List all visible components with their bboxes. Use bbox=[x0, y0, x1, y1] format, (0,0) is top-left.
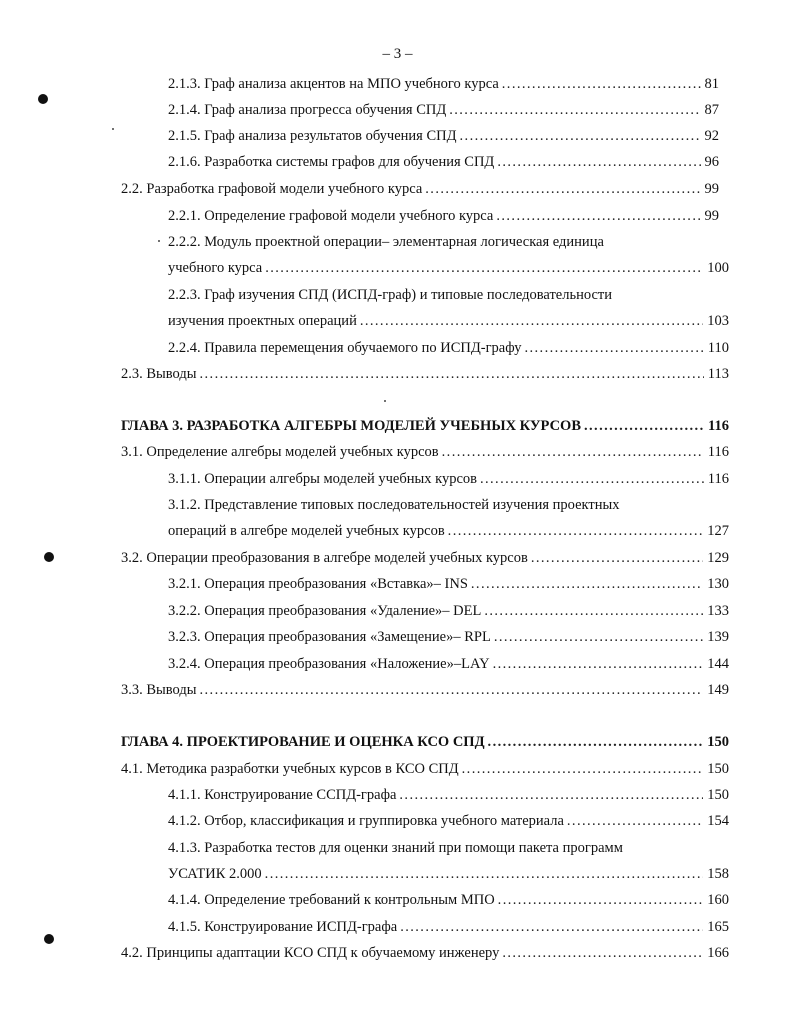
toc-entry-title: 3.1. Определение алгебры моделей учебных курсов bbox=[121, 444, 439, 460]
toc-entry-page: 99 bbox=[704, 181, 719, 197]
toc-entry-page: 130 bbox=[707, 576, 729, 592]
toc-entry-title: УСАТИК 2.000 bbox=[168, 866, 262, 882]
toc-entry-first-line: 4.1.3. Разработка тестов для оценки знаний при помощи пакета программ bbox=[168, 840, 623, 856]
toc-entry-page: 160 bbox=[707, 892, 729, 908]
toc-entry[interactable] bbox=[121, 442, 729, 462]
toc-entry-page: 133 bbox=[707, 603, 729, 619]
toc-entry-title: 3.2.3. Операция преобразования «Замещение»– RPL bbox=[168, 629, 491, 645]
toc-entry-page: 92 bbox=[704, 128, 719, 144]
toc-entry-title: 4.1.5. Конструирование ИСПД-графа bbox=[168, 919, 398, 935]
toc-entry-page: 150 bbox=[707, 734, 729, 750]
toc-entry[interactable] bbox=[168, 258, 729, 278]
toc-entry[interactable] bbox=[168, 890, 729, 910]
toc-entry-title: 4.1.2. Отбор, классификация и группировка учебного материала bbox=[168, 813, 564, 829]
toc-entry-title: 3.1.1. Операции алгебры моделей учебных курсов bbox=[168, 471, 477, 487]
toc-entry-page: 87 bbox=[704, 102, 719, 118]
scan-speck bbox=[384, 400, 386, 402]
toc-entry-page: 144 bbox=[707, 656, 729, 672]
toc-entry[interactable] bbox=[121, 680, 729, 700]
toc-entry-page: 116 bbox=[707, 471, 729, 487]
toc-entry-title: операций в алгебре моделей учебных курсов bbox=[168, 523, 445, 539]
toc-entry-title: 4.1.1. Конструирование ССПД-графа bbox=[168, 787, 397, 803]
toc-entry-page: 100 bbox=[707, 260, 729, 276]
toc-chapter-title: ГЛАВА 4. ПРОЕКТИРОВАНИЕ И ОЦЕНКА КСО СПД bbox=[121, 734, 485, 750]
toc-entry[interactable] bbox=[121, 364, 729, 384]
toc-entry[interactable] bbox=[121, 759, 729, 779]
toc-entry-page: 81 bbox=[704, 76, 719, 92]
toc-entry-title: 2.1.5. Граф анализа результатов обучения СПД bbox=[168, 128, 457, 144]
toc-entry-title: 2.1.4. Граф анализа прогресса обучения СПД bbox=[168, 102, 447, 118]
toc-entry-page: 103 bbox=[707, 313, 729, 329]
toc-entry-title: 2.2. Разработка графовой модели учебного курса bbox=[121, 181, 423, 197]
toc-entry-page: 165 bbox=[707, 919, 729, 935]
toc-entry[interactable] bbox=[168, 521, 729, 541]
toc-entry-page: 113 bbox=[707, 366, 729, 382]
toc-entry-title: 2.1.3. Граф анализа акцентов на МПО учебного курса bbox=[168, 76, 499, 92]
toc-entry-page: 127 bbox=[707, 523, 729, 539]
toc-entry-title: изучения проектных операций bbox=[168, 313, 357, 329]
toc-entry-title: 3.2. Операции преобразования в алгебре моделей учебных курсов bbox=[121, 550, 528, 566]
toc-entry[interactable] bbox=[168, 574, 729, 594]
toc-entry[interactable] bbox=[168, 627, 729, 647]
toc-entry-page: 99 bbox=[704, 208, 719, 224]
toc-entry[interactable] bbox=[168, 917, 729, 937]
toc-entry[interactable] bbox=[121, 943, 729, 963]
toc-entry-page: 150 bbox=[707, 787, 729, 803]
toc-entry-page: 116 bbox=[707, 444, 729, 460]
toc-entry[interactable] bbox=[168, 469, 729, 489]
toc-entry[interactable] bbox=[168, 338, 729, 358]
toc-entry-page: 96 bbox=[704, 154, 719, 170]
toc-entry[interactable] bbox=[168, 206, 719, 226]
toc-entry[interactable] bbox=[168, 100, 719, 120]
toc-entry[interactable] bbox=[168, 311, 729, 331]
scan-speck bbox=[158, 240, 160, 242]
toc-entry[interactable] bbox=[168, 74, 719, 94]
toc-entry-title: 3.2.2. Операция преобразования «Удаление»– DEL bbox=[168, 603, 482, 619]
toc-entry-page: 150 bbox=[707, 761, 729, 777]
toc-entry[interactable] bbox=[168, 864, 729, 884]
toc-entry-page: 129 bbox=[707, 550, 729, 566]
toc-entry-page: 139 bbox=[707, 629, 729, 645]
binder-hole-mark bbox=[44, 552, 54, 562]
toc-entry-title: 4.1. Методика разработки учебных курсов в КСО СПД bbox=[121, 761, 459, 777]
toc-chapter-entry[interactable] bbox=[121, 732, 729, 752]
toc-entry-page: 110 bbox=[707, 340, 729, 356]
toc-entry-page: 154 bbox=[707, 813, 729, 829]
toc-chapter-entry[interactable] bbox=[121, 416, 729, 436]
toc-entry-page: 166 bbox=[707, 945, 729, 961]
toc-entry-title: 3.2.4. Операция преобразования «Наложение»–LAY bbox=[168, 656, 490, 672]
toc-entry-page: 116 bbox=[708, 418, 729, 434]
toc-entry-page: 158 bbox=[707, 866, 729, 882]
page-number: – 3 – bbox=[382, 46, 413, 62]
toc-entry[interactable] bbox=[168, 811, 729, 831]
toc-entry-page: 149 bbox=[707, 682, 729, 698]
toc-entry-title: 2.3. Выводы bbox=[121, 366, 197, 382]
scan-speck bbox=[112, 128, 114, 130]
toc-entry[interactable] bbox=[168, 601, 729, 621]
binder-hole-mark bbox=[44, 934, 54, 944]
toc-entry-title: 2.2.4. Правила перемещения обучаемого по ИСПД-графу bbox=[168, 340, 522, 356]
toc-entry[interactable] bbox=[168, 126, 719, 146]
toc-entry-title: 2.2.1. Определение графовой модели учебного курса bbox=[168, 208, 494, 224]
toc-entry-title: 3.3. Выводы bbox=[121, 682, 197, 698]
toc-entry[interactable] bbox=[121, 179, 719, 199]
toc-entry-title: 4.2. Принципы адаптации КСО СПД к обучаемому инженеру bbox=[121, 945, 500, 961]
toc-entry-first-line: 2.2.2. Модуль проектной операции– элементарная логическая единица bbox=[168, 234, 604, 250]
toc-chapter-title: ГЛАВА 3. РАЗРАБОТКА АЛГЕБРЫ МОДЕЛЕЙ УЧЕБНЫХ КУРСОВ bbox=[121, 418, 581, 434]
binder-hole-mark bbox=[38, 94, 48, 104]
toc-entry[interactable] bbox=[168, 654, 729, 674]
toc-entry-title: 3.2.1. Операция преобразования «Вставка»– INS bbox=[168, 576, 468, 592]
toc-entry[interactable] bbox=[168, 785, 729, 805]
toc-entry-first-line: 3.1.2. Представление типовых последовательностей изучения проектных bbox=[168, 497, 620, 513]
toc-entry[interactable] bbox=[168, 152, 719, 172]
toc-entry-title: 4.1.4. Определение требований к контрольным МПО bbox=[168, 892, 495, 908]
toc-entry-title: учебного курса bbox=[168, 260, 263, 276]
toc-entry-first-line: 2.2.3. Граф изучения СПД (ИСПД-граф) и типовые последовательности bbox=[168, 287, 612, 303]
toc-entry[interactable] bbox=[121, 548, 729, 568]
toc-entry-title: 2.1.6. Разработка системы графов для обучения СПД bbox=[168, 154, 495, 170]
